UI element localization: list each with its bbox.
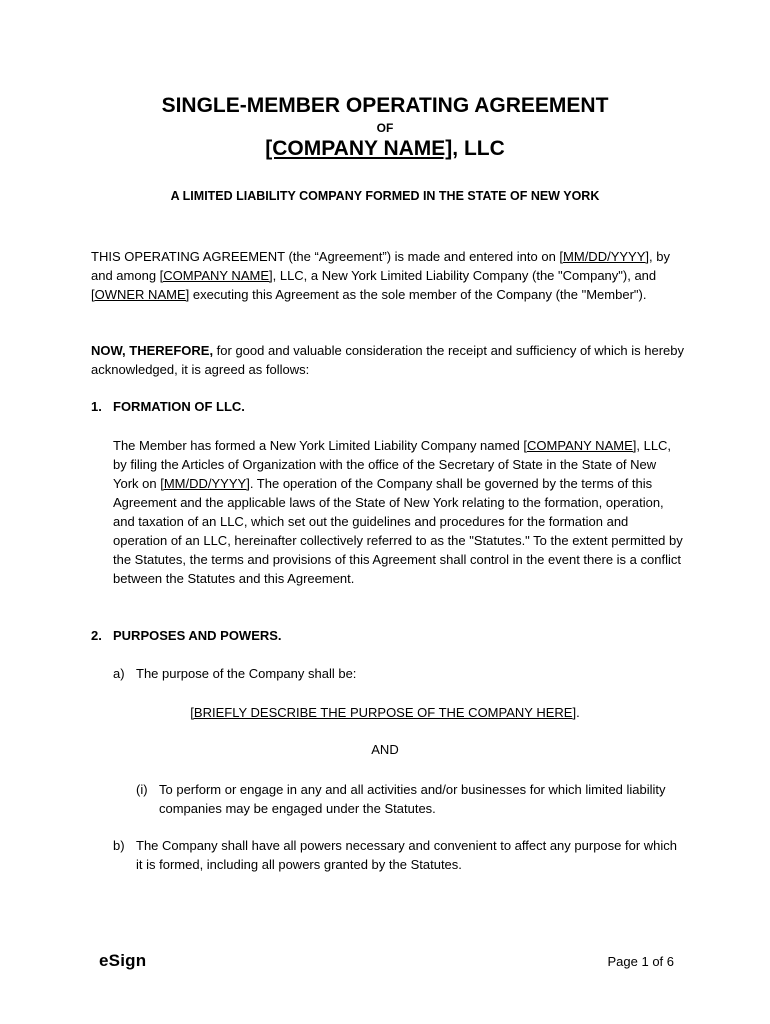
and-separator: AND: [371, 742, 399, 757]
company-name-placeholder[interactable]: [COMPANY NAME]: [523, 438, 637, 453]
intro-text-2: , by and among: [91, 249, 670, 283]
date-placeholder[interactable]: [MM/DD/YYYY]: [559, 249, 649, 264]
list-marker-i: (i): [136, 782, 148, 797]
section-1-number: 1.: [91, 399, 102, 414]
list-item-i-text: To perform or engage in any and all activities and/or businesses for which limited liability companies may be engaged under the Statutes.: [159, 782, 666, 816]
document-company-line: [0, 137, 770, 161]
section-2-number: 2.: [91, 628, 102, 643]
section-1-title: FORMATION OF LLC.: [113, 399, 245, 414]
esign-logo: eSign: [99, 951, 147, 970]
document-title: SINGLE-MEMBER OPERATING AGREEMENT: [161, 94, 609, 117]
section-1-paragraph: [113, 436, 683, 588]
now-therefore-paragraph: [91, 341, 686, 379]
date-placeholder[interactable]: [MM/DD/YYYY]: [160, 476, 250, 491]
list-item-a-text: The purpose of the Company shall be:: [136, 666, 357, 681]
list-marker-b: b): [113, 838, 125, 853]
list-item-i: [136, 780, 666, 818]
list-item-a: [113, 664, 673, 683]
section-2-title: PURPOSES AND POWERS.: [113, 628, 282, 643]
list-marker-a: a): [113, 666, 125, 681]
document-title-of: OF: [376, 121, 394, 135]
now-therefore-text: for good and valuable consideration the receipt and sufficiency of which is hereby acknowledged, it is agreed as follows:: [91, 343, 685, 377]
company-suffix: , LLC: [452, 137, 505, 160]
company-name-placeholder[interactable]: [COMPANY NAME]: [265, 137, 453, 160]
list-item-b: [113, 836, 678, 874]
section-1-text-2: , LLC, by filing the Articles of Organization with the office of the Secretary of State in the State of New York on: [113, 438, 672, 491]
page-number: Page 1 of 6: [607, 954, 674, 969]
section-1-text-3: . The operation of the Company shall be governed by the terms of this Agreement and the applicable laws of the State of New York relating to the formation, operation, and taxation of an LLC, which set out the guidelines and procedures for the formation and operation of an LLC, hereinafter collectively referred to as the "Statutes." To the extent permitted by the Statutes, the terms and provisions of this Agreement shall control in the event there is a conflict between the Statutes and this Agreement.: [113, 476, 683, 586]
purpose-line: [0, 705, 770, 720]
intro-text-4: executing this Agreement as the sole member of the Company (the "Member").: [189, 287, 647, 302]
section-2-heading: [91, 626, 282, 645]
purpose-placeholder[interactable]: [BRIEFLY DESCRIBE THE PURPOSE OF THE COMPANY HERE]: [190, 705, 577, 720]
document-subtitle: A LIMITED LIABILITY COMPANY FORMED IN THE STATE OF NEW YORK: [170, 189, 600, 203]
section-1-text-1: The Member has formed a New York Limited Liability Company named: [113, 438, 524, 453]
now-therefore-bold: NOW, THEREFORE,: [91, 343, 214, 358]
company-name-placeholder[interactable]: [COMPANY NAME]: [159, 268, 273, 283]
intro-text-1: THIS OPERATING AGREEMENT (the “Agreement”) is made and entered into on: [91, 249, 560, 264]
purpose-period: .: [576, 705, 580, 720]
intro-text-3: , LLC, a New York Limited Liability Company (the "Company"), and: [272, 268, 657, 283]
owner-name-placeholder[interactable]: [OWNER NAME]: [91, 287, 190, 302]
list-item-b-text: The Company shall have all powers necessary and convenient to affect any purpose for which it is formed, including all powers granted by the Statutes.: [136, 838, 678, 872]
intro-paragraph: [91, 247, 681, 304]
section-1-heading: [91, 397, 245, 416]
